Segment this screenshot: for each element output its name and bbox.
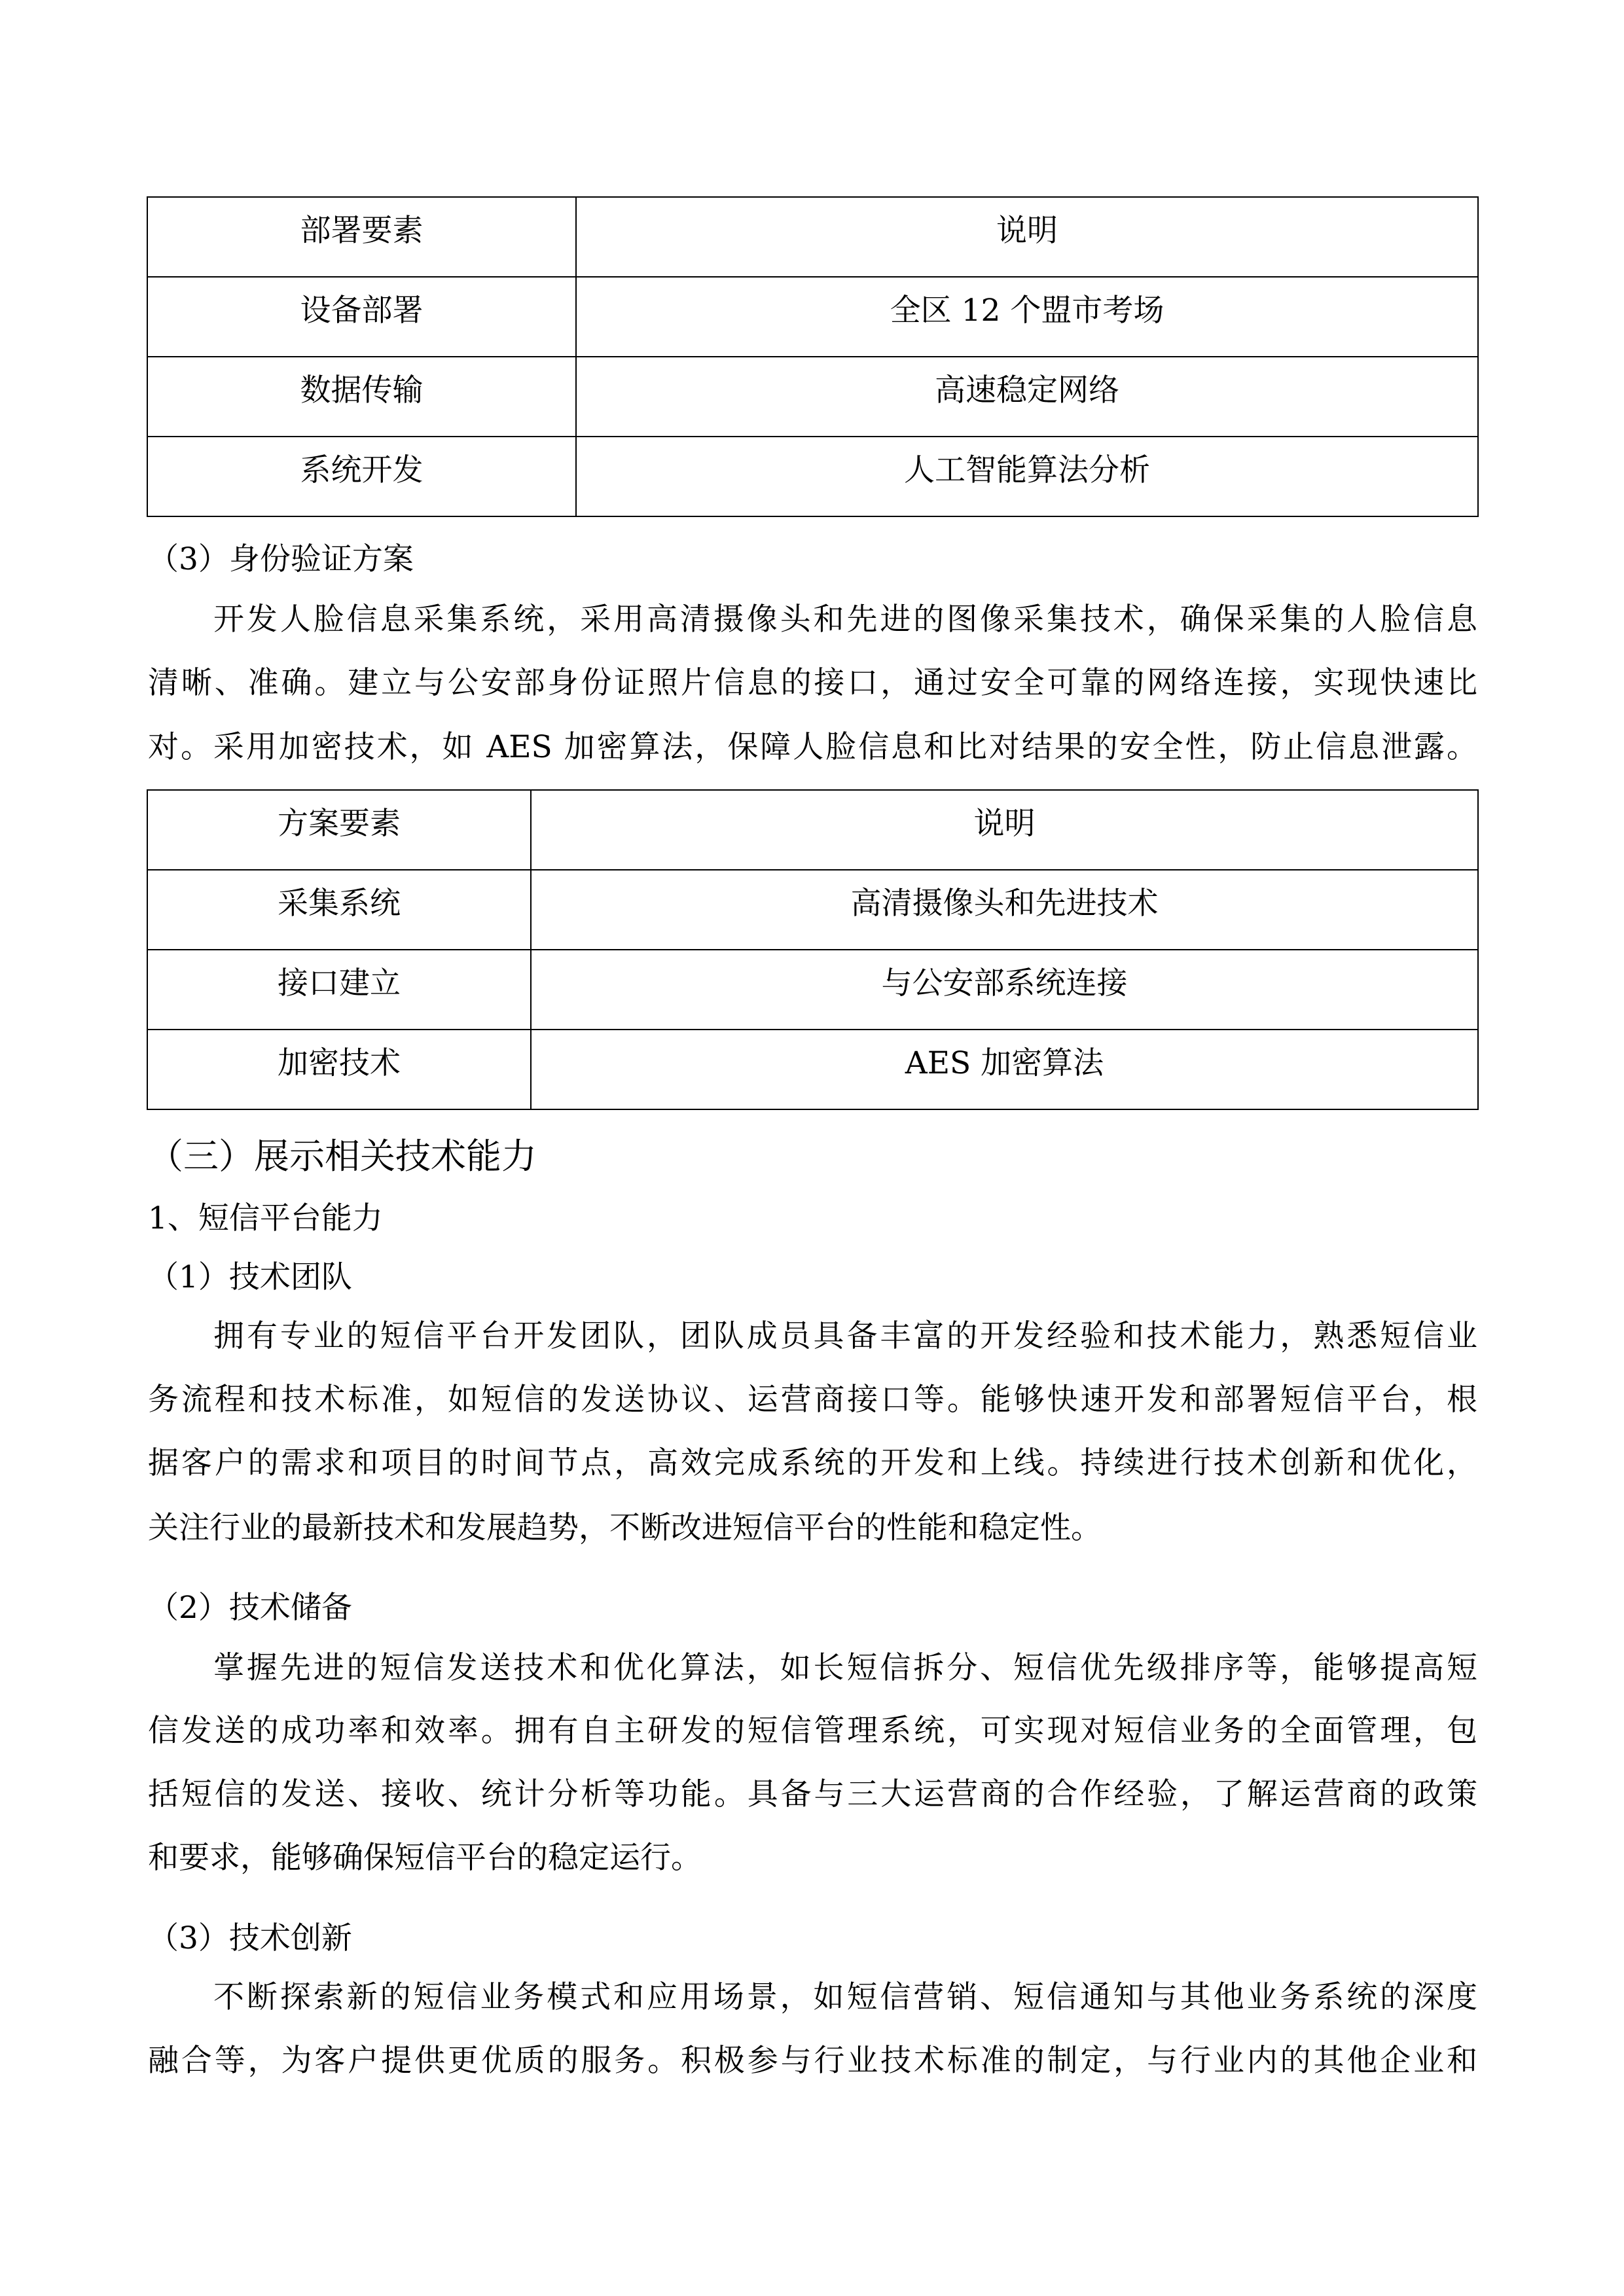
table-cell: 接口建立	[147, 950, 531, 1030]
table-header-row	[147, 197, 1478, 277]
table-row	[147, 1030, 1478, 1109]
paragraph-line: 括短信的发送、接收、统计分析等功能。具备与三大运营商的合作经验，了解运营商的政策	[148, 1776, 1477, 1812]
scheme-elements-table	[147, 789, 1479, 1110]
table-header-cell: 方案要素	[147, 790, 531, 870]
table-cell: 系统开发	[147, 437, 576, 516]
paragraph-line: 开发人脸信息采集系统，采用高清摄像头和先进的图像采集技术，确保采集的人脸信息	[213, 601, 1477, 637]
table-row	[147, 870, 1478, 950]
table-header-cell: 部署要素	[147, 197, 576, 277]
table-cell: 设备部署	[147, 277, 576, 357]
item-heading-innovation: （3）技术创新	[148, 1920, 352, 1956]
paragraph-line: 信发送的成功率和效率。拥有自主研发的短信管理系统，可实现对短信业务的全面管理，包	[148, 1713, 1477, 1749]
table-row	[147, 437, 1478, 516]
paragraph-line: 据客户的需求和项目的时间节点，高效完成系统的开发和上线。持续进行技术创新和优化，	[148, 1445, 1477, 1481]
paragraph-line: 不断探索新的短信业务模式和应用场景，如短信营销、短信通知与其他业务系统的深度	[213, 1979, 1477, 2015]
table-cell: 与公安部系统连接	[531, 950, 1478, 1030]
table-cell: 全区 12 个盟市考场	[576, 277, 1478, 357]
paragraph-line: 对。采用加密技术，如 AES 加密算法，保障人脸信息和比对结果的安全性，防止信息泄露。	[148, 729, 1477, 765]
table-row	[147, 277, 1478, 357]
table-header-row	[147, 790, 1478, 870]
paragraph-line: 关注行业的最新技术和发展趋势，不断改进短信平台的性能和稳定性。	[148, 1510, 1102, 1546]
table-cell: 数据传输	[147, 357, 576, 437]
table-row	[147, 950, 1478, 1030]
table-header-cell: 说明	[576, 197, 1478, 277]
table-cell: 加密技术	[147, 1030, 531, 1109]
table-header-cell: 说明	[531, 790, 1478, 870]
section-heading-identity: （3）身份验证方案	[148, 541, 414, 577]
section-heading-capability: （三）展示相关技术能力	[148, 1136, 537, 1177]
table-row	[147, 357, 1478, 437]
paragraph-line: 融合等，为客户提供更优质的服务。积极参与行业技术标准的制定，与行业内的其他企业和	[148, 2043, 1477, 2079]
paragraph-line: 清晰、准确。建立与公安部身份证照片信息的接口，通过安全可靠的网络连接，实现快速比	[148, 665, 1477, 701]
table-cell: AES 加密算法	[531, 1030, 1478, 1109]
subsection-heading-sms-platform: 1、短信平台能力	[148, 1200, 383, 1236]
item-heading-reserve: （2）技术储备	[148, 1590, 352, 1626]
table-cell: 高清摄像头和先进技术	[531, 870, 1478, 950]
table-cell: 高速稳定网络	[576, 357, 1478, 437]
paragraph-line: 拥有专业的短信平台开发团队，团队成员具备丰富的开发经验和技术能力，熟悉短信业	[213, 1318, 1477, 1354]
deployment-elements-table	[147, 196, 1479, 517]
item-heading-team: （1）技术团队	[148, 1259, 352, 1295]
paragraph-line: 务流程和技术标准，如短信的发送协议、运营商接口等。能够快速开发和部署短信平台，根	[148, 1382, 1477, 1418]
table-cell: 人工智能算法分析	[576, 437, 1478, 516]
paragraph-line: 掌握先进的短信发送技术和优化算法，如长短信拆分、短信优先级排序等，能够提高短	[213, 1650, 1477, 1686]
paragraph-line: 和要求，能够确保短信平台的稳定运行。	[148, 1840, 702, 1876]
table-cell: 采集系统	[147, 870, 531, 950]
